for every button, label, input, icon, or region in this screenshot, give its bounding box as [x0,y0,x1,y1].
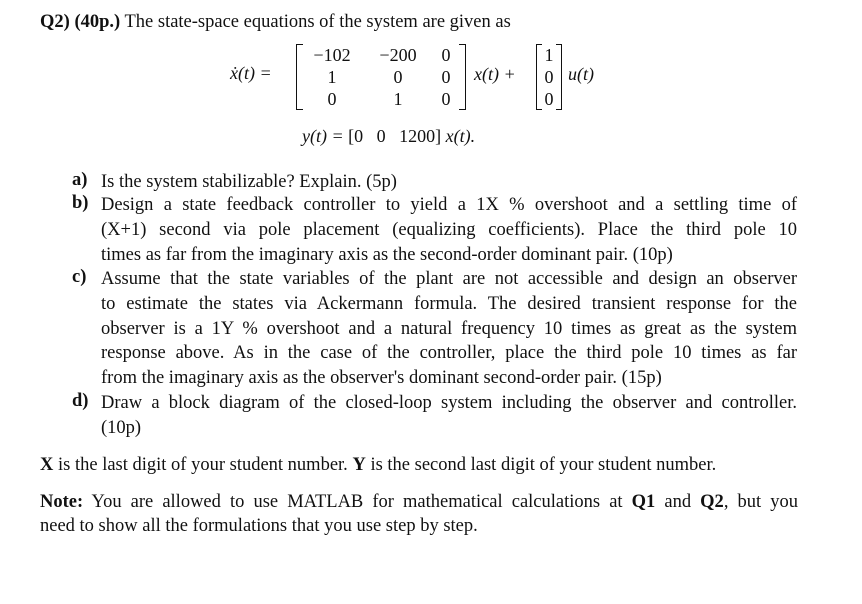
item-c-line-1: Assume that the state variables of the plant are not accessible and design an observer [101,269,797,289]
matrix-b [536,44,562,112]
item-a-text: Is the system stabilizable? Explain. (5p) [101,172,397,192]
item-d-label: d) [72,391,89,411]
a-12: −200 [379,45,417,65]
a-23: 0 [441,67,451,87]
b-1: 1 [544,45,554,65]
b-2: 0 [544,67,554,87]
x-symbol: X [40,455,54,475]
a-32: 1 [393,89,403,109]
xy-definition [40,454,716,476]
note-text-b: , but you [723,492,799,512]
item-a-label: a) [72,170,88,190]
question-number: Q2) [40,12,70,32]
note-text-a: You are allowed to use MATLAB for mathematical calculations at [83,492,632,512]
item-b-line-2: (X+1) second via pole placement (equalizing coefficients). Place the third pole 10 [101,219,797,240]
item-c-text [101,267,797,391]
item-b-line-1: Design a state feedback controller to yield a 1X % overshoot and a settling time of [101,195,797,215]
output-x-term: x(t). [445,126,476,146]
a-31: 0 [327,89,337,109]
a-21: 1 [327,67,337,87]
a-33: 0 [441,89,451,109]
item-b-label: b) [72,193,89,213]
item-d-line-1: Draw a block diagram of the closed-loop system including the observer and controller. [101,393,797,413]
item-d-line-2: (10p) [101,417,142,438]
note-and: and [655,492,701,512]
state-x-term: x(t) + [474,64,516,84]
state-equation-lhs: ẋ(t) = [230,63,272,83]
a-13: 0 [441,45,451,65]
output-equation [302,126,475,147]
item-c-line-2: to estimate the states via Ackermann formula. The desired transient response for the [101,293,797,314]
note-label: Note: [40,492,84,512]
note-line-2: need to show all the formulations that you use step by step. [40,516,478,536]
question-heading [40,11,511,33]
item-c-line-4: response above. As in the case of the controller, place the third pole 10 times as far [101,343,797,364]
a-22: 0 [393,67,403,87]
output-lhs: y(t) = [302,126,344,146]
item-b-line-3: times as far from the imaginary axis as the second-order dominant pair. (10p) [101,244,673,265]
y-definition: is the second last digit of your student number. [365,455,717,475]
item-c-line-3: observer is a 1Y % overshoot and a natural frequency 10 times as great as the system [101,318,797,339]
q1-ref: Q1 [631,492,656,512]
question-intro: The state-space equations of the system are given as [124,12,511,32]
item-c-line-5: from the imaginary axis as the observer's dominant second-order pair. (15p) [101,368,662,389]
q2-ref: Q2 [700,492,724,512]
item-c-label: c) [72,267,87,287]
output-c-matrix: [0 0 1200] [348,126,442,146]
item-b-text [101,193,797,267]
y-symbol: Y [352,455,366,475]
b-3: 0 [544,89,554,109]
matrix-a [296,44,466,112]
a-11: −102 [313,45,351,65]
note-line-1 [40,491,798,513]
question-points: (40p.) [74,12,121,32]
x-definition: is the last digit of your student number. [53,455,353,475]
state-u-term: u(t) [568,64,594,84]
item-d-text [101,391,797,441]
